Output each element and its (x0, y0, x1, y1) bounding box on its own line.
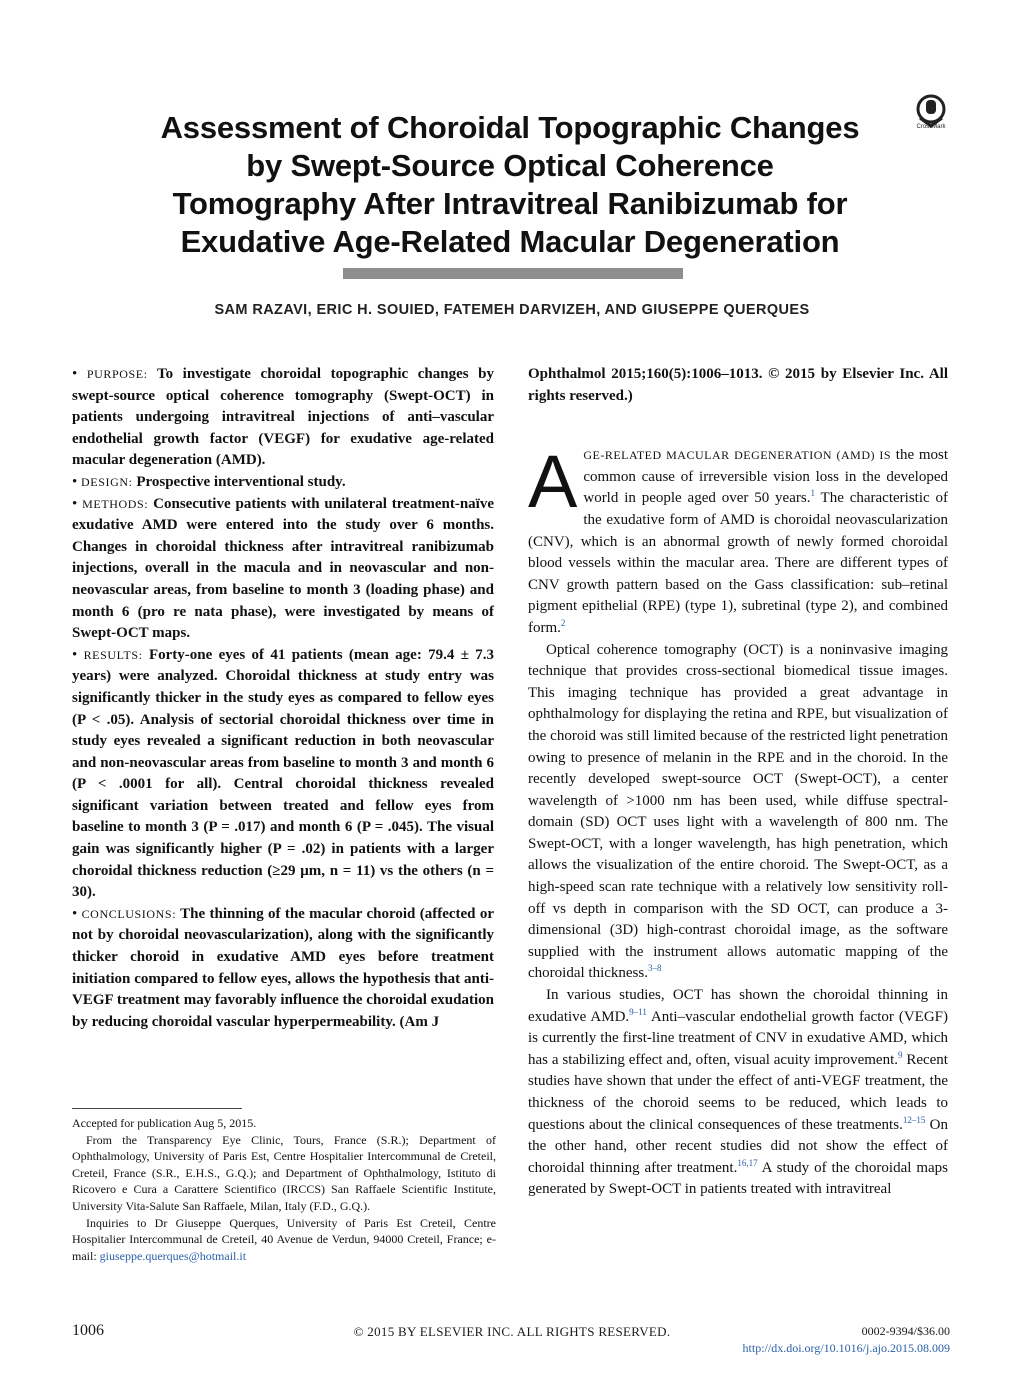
title-line: Exudative Age-Related Macular Degeneration (180, 223, 840, 259)
body-text: On the other hand, other recent studies did not show the effect of choroidal thinning after treatment. (528, 1116, 948, 1176)
reference-link[interactable]: 3–8 (647, 963, 662, 974)
body-text: Anti–vascular endothelial growth factor (VEGF) is currently the first-line treatment of CNV in exudative AMD, which has a stabilizing effect and, often, visual acuity improvement. (528, 1008, 948, 1068)
bullet-icon: • (72, 495, 83, 512)
email-link[interactable]: giuseppe.querques@hotmail.it (99, 1248, 247, 1263)
body-text: the most common cause of irreversible vision loss in the developed world in people aged over 50 years. (583, 447, 948, 507)
footnotes (72, 1115, 496, 1264)
body-text: Recent studies have shown that under the effect of anti-VEGF treatment, the thickness of the choroid seems to be reduced, which leads to questions about the clinical consequences of these treatments. (528, 1051, 948, 1133)
abstract-text: The thinning of the macular choroid (affected or not by choroidal neovascularization), along with the significantly thicker choroid in exudative AMD eyes before treatment initiation compared to fellow eyes, allows the hypothesis that anti-VEGF treatment may favorably influence the choroidal exudation by reducing choroidal vascular hyperpermeability. (Am J (72, 905, 494, 1030)
abstract-methods (72, 494, 494, 645)
title-line: Tomography After Intravitreal Ranibizumab for (172, 185, 848, 221)
abstract-text: Prospective interventional study. (136, 473, 346, 490)
inquiries-text: Inquiries to Dr Giuseppe Querques, University of Paris Est Creteil, Centre Hospitalier Intercommunal de Creteil, 40 Avenue de Verdun, 94000 Creteil, France; e-mail: (72, 1215, 496, 1263)
title-line: Assessment of Choroidal Topographic Changes (160, 109, 860, 145)
issn-price: 0002-9394/$36.00 (861, 1324, 950, 1338)
footnote-divider (72, 1108, 242, 1109)
abstract-text: To investigate choroidal topographic changes by swept-source optical coherence tomography (Swept-OCT) in patients undergoing intravitreal injections of anti–vascular endothelial growth factor (VEGF) for exudative age-related macular degeneration (AMD). (72, 366, 494, 469)
body-text: The characteristic of the exudative form of AMD is choroidal neovascularization (CNV), which is an abnormal growth of newly formed choroidal blood vessels within the macular area. There are different types of CNV growth pattern based on the Gass classification: sub–retinal pigment epithelial (RPE) (type 1), subretinal (type 2), and combined form. (528, 490, 948, 636)
bullet-icon: • (72, 473, 82, 490)
reference-link[interactable]: 2 (560, 617, 566, 628)
abstract-heading: RESULTS: (83, 647, 143, 662)
dropcap: A (528, 440, 578, 524)
abstract-column (72, 364, 494, 1033)
bullet-icon: • (72, 646, 84, 663)
copyright-line: © 2015 BY ELSEVIER INC. ALL RIGHTS RESERVED. (353, 1324, 671, 1339)
lead-in: GE-RELATED MACULAR DEGENERATION (AMD) IS (583, 448, 892, 463)
studies-paragraph (528, 985, 948, 1201)
title-line: by Swept-Source Optical Coherence (246, 147, 774, 183)
reference-link[interactable]: 16,17 (737, 1157, 758, 1168)
abstract-text: Consecutive patients with unilateral treatment-naïve exudative AMD were entered into the study over 6 months. Changes in choroidal thickness after intravitreal ranibizumab injections, overall in the macula and in neovascular and non-neovascular areas, from baseline to month 3 (loading phase) and month 6 (pro re nata phase), were investigated by means of Swept-OCT maps. (72, 495, 494, 642)
abstract-text: Forty-one eyes of 41 patients (mean age: 79.4 ± 7.3 years) were analyzed. Choroidal thickness at study entry was significantly thicker in the study eyes as compared to fellow eyes (P < .05). Analysis of sectorial choroidal thickness over time in study eyes revealed a significant reduction in both neovascular and non-neovascular areas from baseline to month 3 and month 6 (P < .0001 for all). Central choroidal thickness revealed significant variation between treated and fellow eyes from baseline to month 3 (P = .017) and month 6 (P = .045). The visual gain was significantly higher (P = .02) in patients with a larger choroidal thickness reduction (≥29 μm, n = 11) vs the others (n = 30). (72, 646, 495, 901)
abstract-heading: CONCLUSIONS: (81, 906, 177, 921)
reference-link[interactable]: 1 (810, 488, 815, 499)
abstract-citation: Ophthalmol 2015;160(5):1006–1013. © 2015 by Elsevier Inc. All rights reserved.) (528, 366, 948, 404)
affiliations-note: From the Transparency Eye Clinic, Tours, France (S.R.); Department of Ophthalmology, University of Paris Est, Centre Hospitalier Intercommunal de Creteil, Creteil, France (S.R., E.H.S., G.Q.); and Department of Ophthalmology, Istituto di Ricovero e Cura a Carattere Scientifico (IRCCS) San Raffaele Scientific Institute, University Vita-Salute San Raffaele, Milan, Italy (F.D., G.Q.). (72, 1132, 496, 1213)
accepted-note: Accepted for publication Aug 5, 2015. (72, 1116, 257, 1130)
abstract-heading: PURPOSE: (86, 367, 148, 381)
doi-link[interactable]: http://dx.doi.org/10.1016/j.ajo.2015.08.009 (742, 1341, 950, 1355)
inquiries-note (72, 1215, 496, 1265)
abstract-heading: DESIGN: (81, 474, 133, 489)
abstract-conclusions (72, 904, 494, 1034)
bullet-icon: • (72, 366, 87, 382)
bullet-icon: • (72, 905, 82, 922)
intro-paragraph (528, 440, 948, 639)
page-number: 1006 (72, 1322, 104, 1339)
abstract-design (72, 472, 494, 494)
reference-link[interactable]: 9 (897, 1049, 903, 1060)
oct-paragraph (528, 640, 948, 986)
body-text: In various studies, OCT has shown the choroidal thinning in exudative AMD. (528, 987, 948, 1025)
article-title (120, 109, 900, 261)
reference-link[interactable]: 12–15 (902, 1114, 926, 1125)
abstract-results (72, 645, 494, 904)
title-divider (343, 268, 683, 279)
crossmark-label: CrossMark (916, 124, 946, 130)
body-text: A study of the choroidal maps generated by Swept-OCT in patients treated with intravitreal (528, 1159, 949, 1198)
reference-link[interactable]: 9–11 (629, 1006, 647, 1017)
body-text: Optical coherence tomography (OCT) is a noninvasive imaging technique that provides cross-sectional biomedical tissue images. This imaging technique has provided a great advantage in ophthalmology for displaying the retina and RPE, but visualization of the choroid was still limited because of the restricted light penetration owing to presence of melanin in the RPE and in the choroid. In the recently developed swept-source OCT (Swept-OCT), a center wavelength of >1000 nm has been used, while diffuse spectral-domain (SD) OCT uses light with a wavelength of 800 nm. The Swept-OCT, with a longer wavelength, has high penetration, which allows the visualization of the entire choroid. The Swept-OCT, as a high-speed scan rate technique with a relatively low sensitivity roll-off vs depth in comparison with the SD OCT, can produce a 3-dimensional (3D) high-contrast choroidal image, as the software supplied with the instrument allows automatic mapping of the choroidal thickness. (528, 641, 948, 982)
abstract-heading: METHODS: (82, 496, 149, 511)
abstract-purpose (72, 364, 494, 472)
author-list: SAM RAZAVI, ERIC H. SOUIED, FATEMEH DARVIZEH, AND GIUSEPPE QUERQUES (214, 302, 810, 318)
body-column (528, 364, 948, 1201)
